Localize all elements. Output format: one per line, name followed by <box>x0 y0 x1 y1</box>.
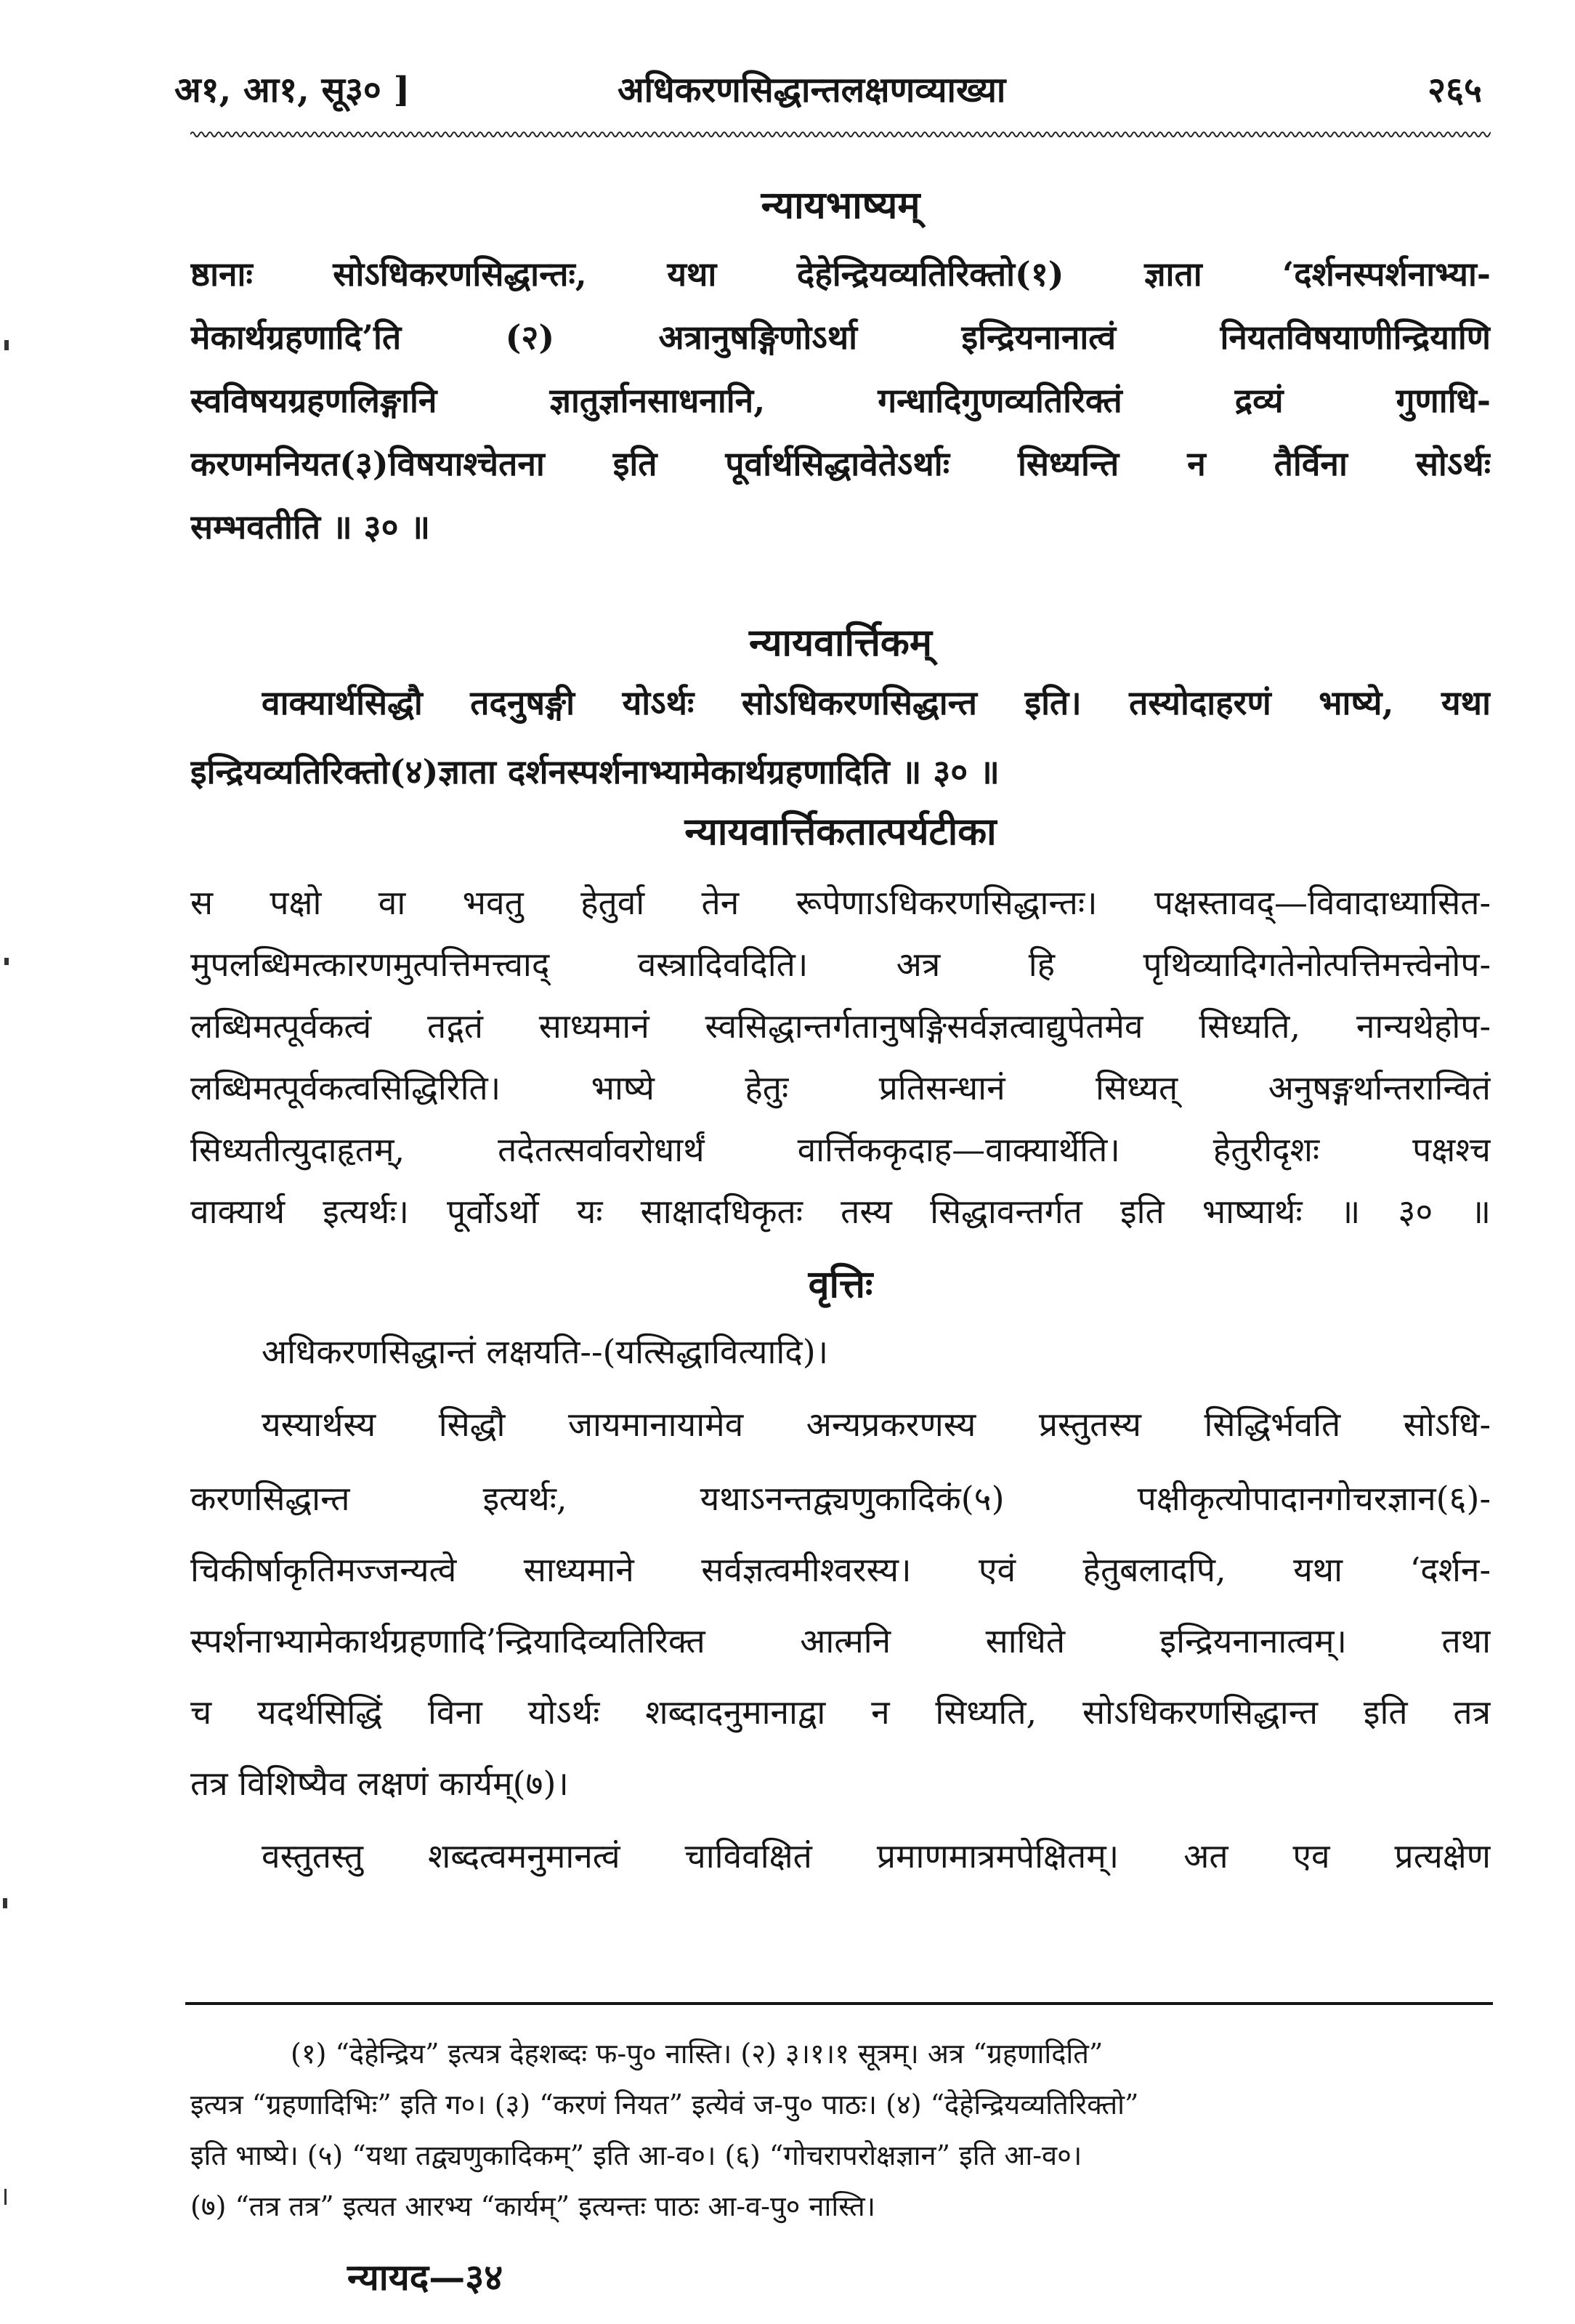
tika-line: मुपलब्धिमत्कारणमुत्पत्तिमत्त्वाद् वस्त्रादिवदिति। अत्र हि पृथिव्यादिगतेनोत्पत्तिमत्त्वेनोप- <box>190 945 1491 984</box>
printer-signature: न्यायद—३४ <box>347 2256 503 2299</box>
chapter-reference: अ१, आ१, सू३० ] <box>174 70 410 110</box>
footnote-line: इति भाष्ये। (५) “यथा तद्व्यणुकादिकम्” इति आ-व०। (६) “गोचरापरोक्षज्ञान” इति आ-व०। <box>190 2139 1082 2171</box>
tika-line: सिध्यतीत्युदाहृतम्, तदेतत्सर्वावरोधार्थं वार्त्तिककृदाह—वाक्यार्थेति। हेतुरीदृशः पक्षश्च <box>190 1130 1491 1169</box>
vartika-line: वाक्यार्थसिद्धौ तदनुषङ्गी योऽर्थः सोऽधिकरणसिद्धान्त इति। तस्योदाहरणं भाष्ये, यथा <box>262 683 1491 722</box>
footnote-line: (१) “देहेन्द्रिय” इत्यत्र देहशब्दः फ-पु० नास्ति। (२) ३।१।१ सूत्रम्। अत्र “ग्रहणादिति” <box>291 2038 1104 2070</box>
vritti-line: चिकीर्षाकृतिमज्जन्यत्वे साध्यमाने सर्वज्ञत्वमीश्वरस्य। एवं हेतुबलादपि, यथा ‘दर्शन- <box>190 1550 1491 1589</box>
bhashya-line: करणमनियत(३)विषयाश्चेतना इति पूर्वार्थसिद्धावेतेऽर्थाः सिध्यन्ति न तैर्विना सोऽर्थः <box>190 444 1491 483</box>
vritti-line: च यदर्थसिद्धिं विना योऽर्थः शब्दादनुमानाद्वा न सिध्यति, सोऽधिकरणसिद्धान्त इति तत्र <box>190 1692 1491 1732</box>
running-header <box>174 65 1504 116</box>
vritti-line: यस्यार्थस्य सिद्धौ जायमानायामेव अन्यप्रकरणस्य प्रस्तुतस्य सिद्धिर्भवति सोऽधि- <box>262 1405 1491 1444</box>
vritti-line: तत्र विशिष्यैव लक्षणं कार्यम्(७)। <box>190 1764 569 1803</box>
running-title: अधिकरणसिद्धान्तलक्षणव्याख्या <box>618 70 1006 110</box>
vritti-line: स्पर्शनाभ्यामेकार्थग्रहणादि’न्द्रियादिव्यतिरिक्त आत्मनि साधिते इन्द्रियनानात्वम्। तथा <box>190 1621 1491 1661</box>
vritti-line: करणसिद्धान्त इत्यर्थः, यथाऽनन्तद्व्यणुकादिकं(५) पक्षीकृत्योपादानगोचरज्ञान(६)- <box>190 1479 1491 1518</box>
scan-speck <box>3 1898 7 1908</box>
page-number: २६५ <box>1428 70 1482 110</box>
vartika-line: इन्द्रियव्यतिरिक्तो(४)ज्ञाता दर्शनस्पर्शनाभ्यामेकार्थग्रहणादिति ॥ ३० ॥ <box>190 752 1000 791</box>
vritti-heading: वृत्तिः <box>808 1262 873 1307</box>
bhashya-line: मेकार्थग्रहणादि’ति (२) अत्रानुषङ्गिणोऽर्था इन्द्रियनानात्वं नियतविषयाणीन्द्रियाणि <box>190 318 1491 357</box>
scan-speck <box>4 340 9 350</box>
bhashya-line: स्वविषयग्रहणलिङ्गानि ज्ञातुर्ज्ञानसाधनानि, गन्धादिगुणव्यतिरिक्तं द्रव्यं गुणाधि- <box>190 381 1491 420</box>
tika-line: लब्धिमत्पूर्वकत्वं तद्गतं साध्यमानं स्वसिद्धान्तर्गतानुषङ्गिसर्वज्ञत्वाद्युपेतमेव सिध्यति, नान्यथेहोप- <box>190 1006 1491 1046</box>
wavy-header-rule <box>190 129 1491 140</box>
tika-line: स पक्षो वा भवतु हेतुर्वा तेन रूपेणाऽधिकरणसिद्धान्तः। पक्षस्तावद्—विवादाध्यासित- <box>190 883 1491 922</box>
footnote-line: इत्यत्र “ग्रहणादिभिः” इति ग०। (३) “करणं नियत” इत्येवं ज-पु० पाठः। (४) “देहेन्द्रियव्यतिरिक्तो” <box>190 2089 1139 2121</box>
bhashya-line: ष्ठानाः सोऽधिकरणसिद्धान्तः, यथा देहेन्द्रियव्यतिरिक्तो(१) ज्ञाता ‘दर्शनस्पर्शनाभ्या- <box>190 254 1491 294</box>
tika-line: लब्धिमत्पूर्वकत्वसिद्धिरिति। भाष्ये हेतुः प्रतिसन्धानं सिध्यत् अनुषङ्गर्थान्तरान्वितं <box>190 1068 1491 1107</box>
tika-heading: न्यायवार्त्तिकतात्पर्यटीका <box>684 810 997 854</box>
scan-speck <box>4 958 9 965</box>
vritti-line: वस्तुतस्तु शब्दत्वमनुमानत्वं चाविवक्षितं प्रमाणमात्रमपेक्षितम्। अत एव प्रत्यक्षेण <box>262 1836 1491 1876</box>
tika-line: वाक्यार्थ इत्यर्थः। पूर्वोऽर्थो यः साक्षादधिकृतः तस्य सिद्धावन्तर्गत इति भाष्यार्थः ॥ ३० ॥ <box>190 1192 1491 1231</box>
footnote-line: (७) “तत्र तत्र” इत्यत आरभ्य “कार्यम्” इत्यन्तः पाठः आ-व-पु० नास्ति। <box>190 2190 876 2222</box>
scan-speck <box>4 2189 7 2205</box>
vritti-line: अधिकरणसिद्धान्तं लक्षयति--(यत्सिद्धावित्यादि)। <box>262 1332 829 1371</box>
bhashya-line: सम्भवतीति ॥ ३० ॥ <box>190 507 431 546</box>
footnote-rule <box>185 2002 1493 2005</box>
vartika-heading: न्यायवार्त्तिकम् <box>749 621 932 665</box>
bhashya-heading: न्यायभाष्यम् <box>761 183 920 227</box>
